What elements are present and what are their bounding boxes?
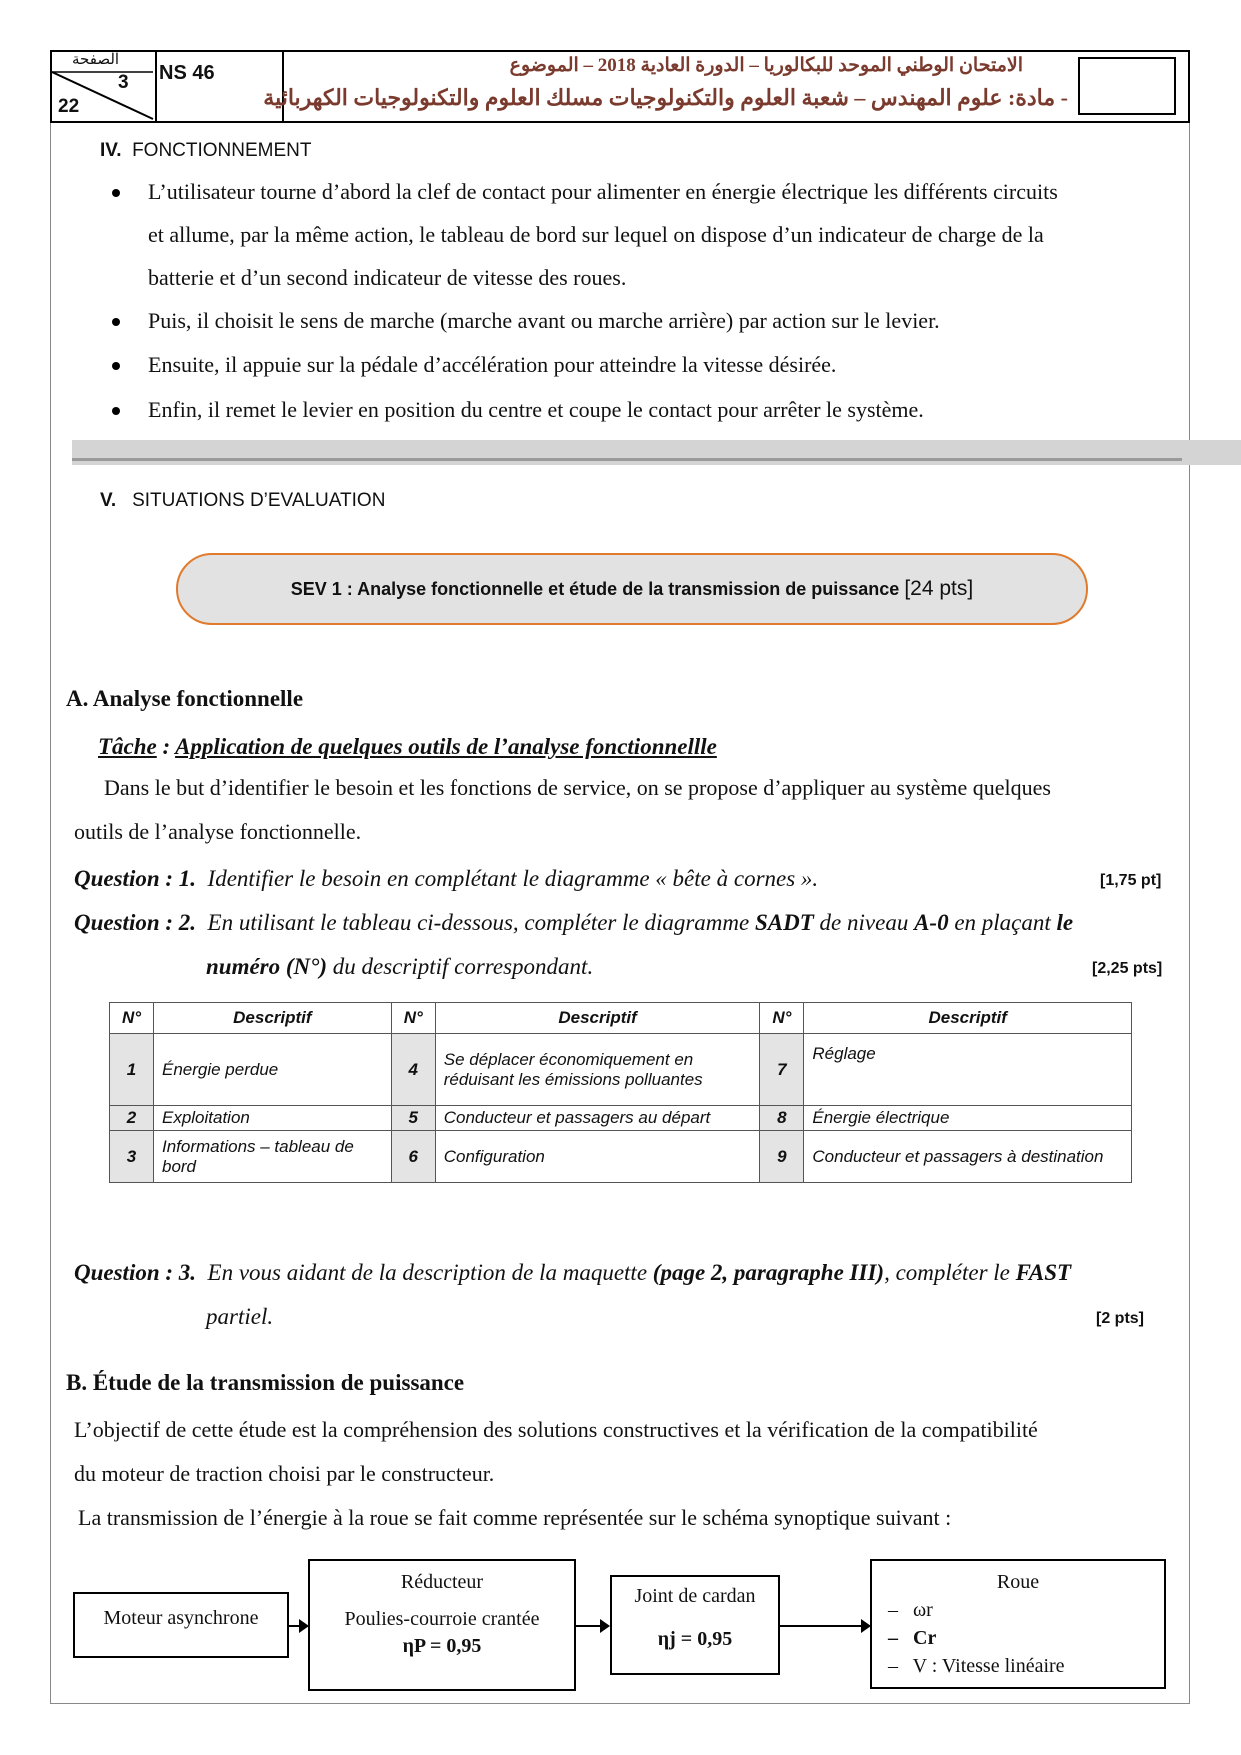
table-cell: Informations – tableau de bord <box>153 1131 391 1183</box>
bullet-icon <box>112 362 120 370</box>
question-label: Question : 2. <box>74 910 197 935</box>
reducer-subtitle: Poulies-courroie crantée <box>344 1608 540 1630</box>
wheel-item-text: ωr <box>913 1599 933 1621</box>
paragraph-line: Ensuite, il appuie sur la pédale d’accélération pour atteindre la vitesse désirée. <box>148 352 837 377</box>
paragraph-line: La transmission de l’énergie à la roue se fait comme représentée sur le schéma synoptique suivant : <box>78 1505 952 1530</box>
section-separator <box>72 440 1241 465</box>
bullet-icon <box>112 189 120 197</box>
column-header: Descriptif <box>153 1003 391 1034</box>
question-keyword: A-0 <box>914 910 949 935</box>
header-empty-box <box>1078 57 1176 115</box>
page-header <box>50 50 1190 123</box>
page-label: الصفحة <box>72 52 120 68</box>
question-keyword: (page 2, paragraphe III) <box>652 1260 885 1285</box>
sev-banner <box>176 553 1088 625</box>
table-cell: Énergie perdue <box>153 1034 391 1106</box>
exam-title-line2: - مادة: علوم المهندس – شعبة العلوم والتكنولوجيات مسلك العلوم والتكنولوجيات الكهربائية <box>263 85 1068 110</box>
table-cell-number: 2 <box>110 1106 154 1131</box>
question-label: Question : 1. <box>74 866 197 891</box>
bullet-icon <box>112 407 120 415</box>
question-keyword: numéro (N°) <box>206 954 328 979</box>
paragraph-line: Puis, il choisit le sens de marche (marche avant ou marche arrière) par action sur le levier. <box>148 308 940 333</box>
question-text: En vous aidant de la description de la maquette <box>207 1260 653 1285</box>
table-cell: Exploitation <box>153 1106 391 1131</box>
table-cell: Énergie électrique <box>804 1106 1132 1131</box>
column-header: N° <box>760 1003 804 1034</box>
cardan-box <box>610 1575 780 1675</box>
separator-line <box>72 458 1182 461</box>
wheel-list <box>888 1596 1164 1680</box>
table-header-row <box>110 1003 1132 1034</box>
question-3 <box>74 1260 1071 1286</box>
arrow-icon <box>780 1625 869 1627</box>
table-cell: Conducteur et passagers au départ <box>435 1106 760 1131</box>
paragraph-line: L’utilisateur tourne d’abord la clef de contact pour alimenter en énergie électrique les différents circuits <box>148 179 1058 204</box>
paragraph-line: du moteur de traction choisi par le constructeur. <box>74 1461 495 1486</box>
column-header: N° <box>391 1003 435 1034</box>
descriptif-table <box>109 1002 1132 1183</box>
section-title: SITUATIONS D’EVALUATION <box>132 490 386 511</box>
part-b-heading: B. Étude de la transmission de puissance <box>66 1370 465 1395</box>
reducer-title: Réducteur <box>400 1571 484 1593</box>
section-number: IV. <box>100 140 122 161</box>
cardan-title: Joint de cardan <box>634 1585 756 1607</box>
task-line <box>98 734 717 760</box>
table-row <box>110 1106 1132 1131</box>
question-label: Question : 3. <box>74 1260 197 1285</box>
question-text: du descriptif correspondant. <box>327 954 594 979</box>
question-keyword: SADT <box>755 910 814 935</box>
table-cell-number: 4 <box>391 1034 435 1106</box>
motor-label: Moteur asynchrone <box>103 1607 259 1629</box>
question-1-points: [1,75 pt] <box>1100 872 1162 889</box>
column-header: Descriptif <box>435 1003 760 1034</box>
question-3-points: [2 pts] <box>1096 1310 1144 1327</box>
section-title: FONCTIONNEMENT <box>132 140 312 161</box>
question-2 <box>74 910 1073 936</box>
table-cell-number: 1 <box>110 1034 154 1106</box>
reducer-box <box>308 1559 576 1691</box>
table-cell: Se déplacer économiquement en réduisant les émissions polluantes <box>435 1034 760 1106</box>
arrow-icon <box>289 1625 307 1627</box>
task-label: Tâche <box>98 734 157 759</box>
question-keyword: le <box>1056 910 1074 935</box>
table-cell: Réglage <box>804 1034 1132 1106</box>
motor-box <box>73 1592 289 1658</box>
arrow-icon <box>576 1625 608 1627</box>
exam-code: NS 46 <box>159 62 215 84</box>
paragraph-line: Enfin, il remet le levier en position du centre et coupe le contact pour arrêter le système. <box>148 397 924 422</box>
intro-line: outils de l’analyse fonctionnelle. <box>74 819 362 844</box>
sev-label: SEV 1 : Analyse fonctionnelle et étude de la transmission de puissance <box>290 578 900 599</box>
reducer-efficiency: ηP = 0,95 <box>402 1635 482 1657</box>
table-cell: Configuration <box>435 1131 760 1183</box>
section-fonctionnement-heading <box>100 140 312 162</box>
question-text: , compléter le <box>884 1260 1016 1285</box>
column-header: N° <box>110 1003 154 1034</box>
task-text: Application de quelques outils de l’analyse fonctionnellle <box>175 734 717 759</box>
question-3-line2: partiel. <box>206 1304 274 1329</box>
wheel-item: – Cr <box>888 1627 937 1649</box>
question-text: Identifier le besoin en complétant le diagramme « bête à cornes ». <box>207 866 819 891</box>
table-cell-number: 5 <box>391 1106 435 1131</box>
table-cell-number: 8 <box>760 1106 804 1131</box>
question-1 <box>74 866 818 892</box>
question-text: en plaçant <box>948 910 1057 935</box>
paragraph-line: batterie et d’un second indicateur de vitesse des roues. <box>148 265 627 290</box>
table-row <box>110 1131 1132 1183</box>
part-a-heading: A. Analyse fonctionnelle <box>66 686 304 711</box>
page-number: 3 <box>118 72 129 93</box>
table-cell-number: 7 <box>760 1034 804 1106</box>
page-total: 22 <box>58 96 80 117</box>
table-cell-number: 3 <box>110 1131 154 1183</box>
column-header: Descriptif <box>804 1003 1132 1034</box>
table-cell: Conducteur et passagers à destination <box>804 1131 1132 1183</box>
page-number-cell <box>52 52 157 121</box>
section-number: V. <box>100 490 117 511</box>
paragraph-line: et allume, par la même action, le tableau de bord sur lequel on dispose d’un indicateur de charge de la <box>148 222 1044 247</box>
exam-title-line1: الامتحان الوطني الموحد للبكالوريا – الدورة العادية 2018 – الموضوع <box>509 55 1023 76</box>
task-separator: : <box>156 734 176 759</box>
question-text: En utilisant le tableau ci-dessous, compléter le diagramme <box>207 910 755 935</box>
cardan-efficiency: ηj = 0,95 <box>657 1628 733 1650</box>
exam-title-cell <box>263 52 1188 121</box>
sev-points: [24 pts] <box>904 577 974 600</box>
table-cell-number: 6 <box>391 1131 435 1183</box>
wheel-item: – V : Vitesse linéaire <box>888 1655 1065 1677</box>
paragraph-line: L’objectif de cette étude est la compréhension des solutions constructives et la vérification de la compatibilité <box>74 1417 1038 1442</box>
section-evaluation-heading <box>100 490 385 512</box>
intro-line: Dans le but d’identifier le besoin et les fonctions de service, on se propose d’appliquer au système quelques <box>104 775 1051 800</box>
table-cell-number: 9 <box>760 1131 804 1183</box>
table-row <box>110 1034 1132 1106</box>
question-text: de niveau <box>813 910 915 935</box>
wheel-item: – ωr <box>888 1599 933 1621</box>
wheel-box <box>870 1559 1166 1689</box>
question-2-points: [2,25 pts] <box>1092 960 1163 977</box>
wheel-title: Roue <box>996 1571 1040 1593</box>
wheel-item-text: Cr <box>913 1627 937 1649</box>
wheel-item-text: V : Vitesse linéaire <box>912 1655 1065 1677</box>
question-keyword: FAST <box>1015 1260 1072 1285</box>
bullet-icon <box>112 318 120 326</box>
question-2-line2 <box>206 954 593 980</box>
